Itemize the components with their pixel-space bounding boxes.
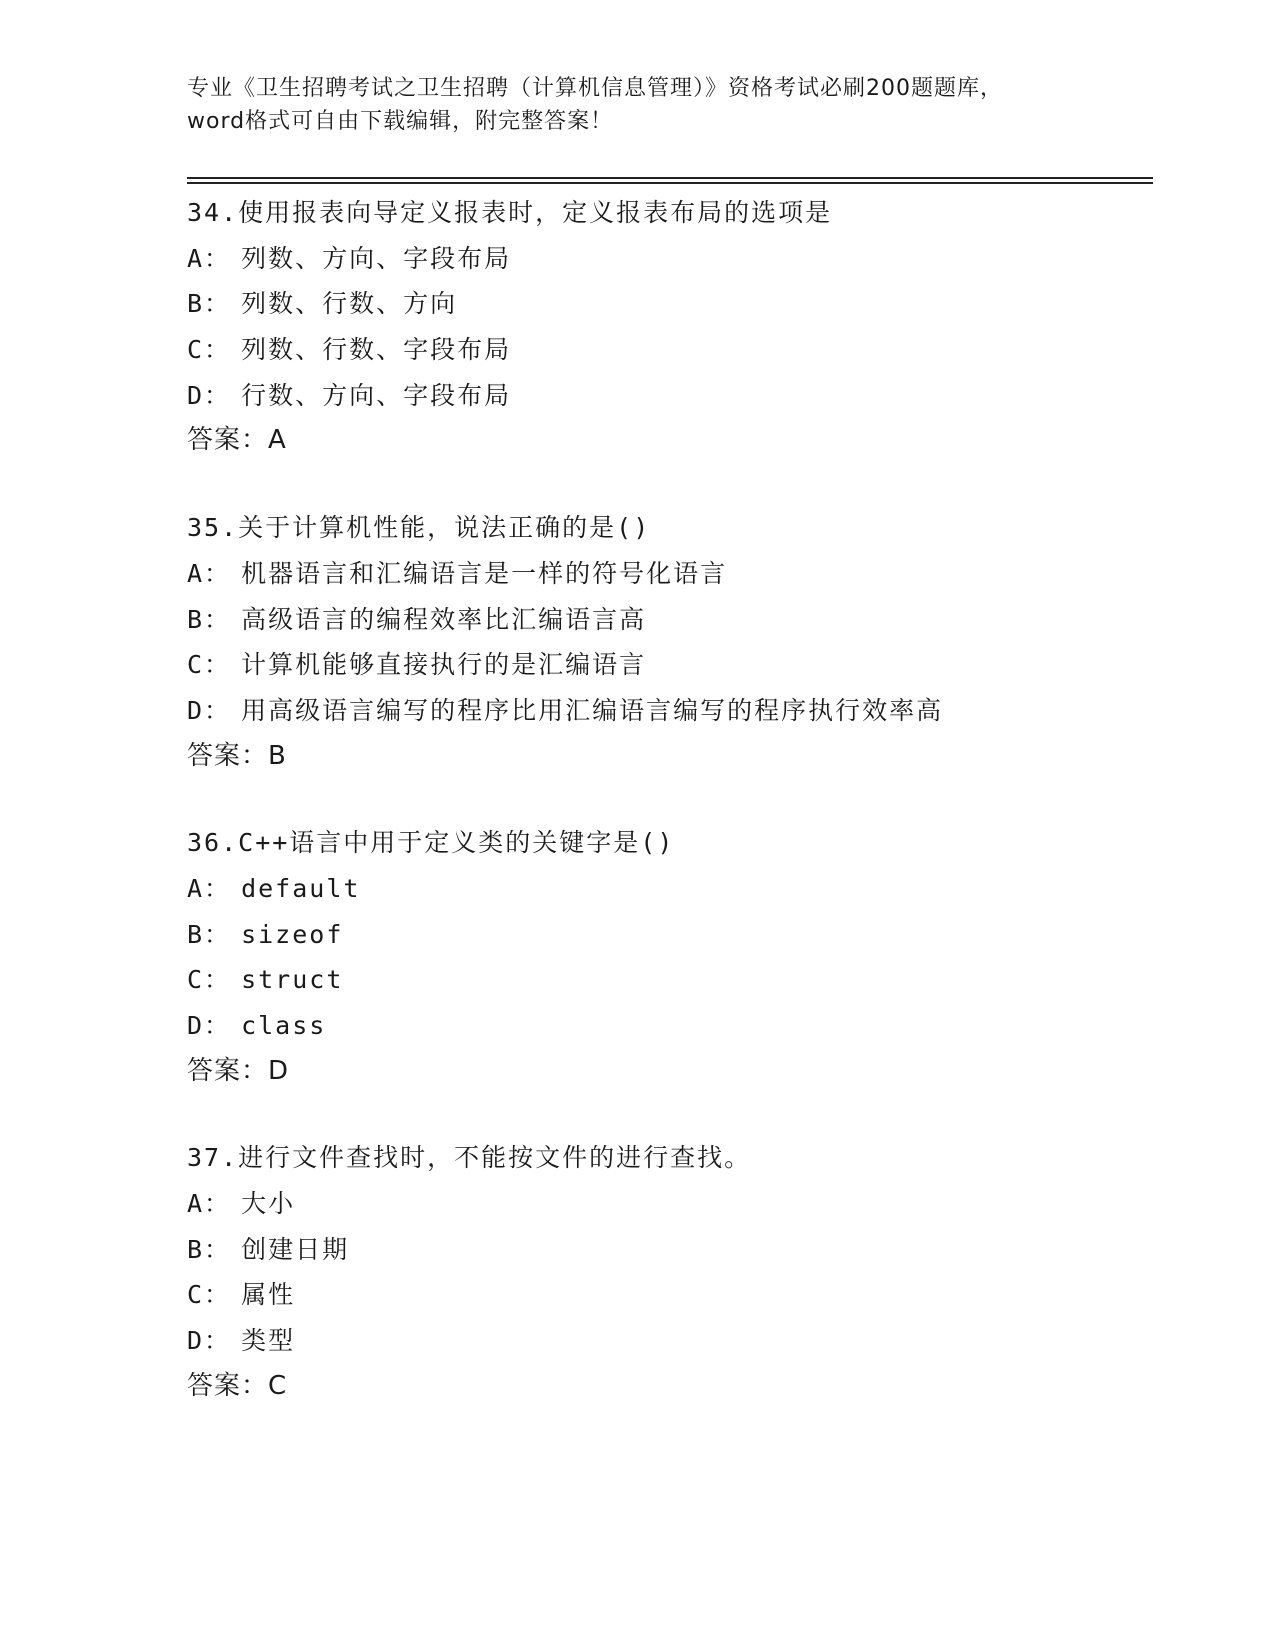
option-d <box>187 373 1187 419</box>
option-text: 机器语言和汇编语言是一样的符号化语言 <box>241 558 728 588</box>
question-34 <box>187 190 1187 464</box>
header-divider-top <box>187 177 1153 179</box>
option-b <box>187 281 1187 327</box>
option-a <box>187 866 1187 912</box>
option-label: B： <box>187 604 232 634</box>
option-a <box>187 551 1187 597</box>
option-c <box>187 1272 1187 1318</box>
option-c <box>187 642 1187 688</box>
option-text: 用高级语言编写的程序比用汇编语言编写的程序执行效率高 <box>241 695 944 725</box>
question-stem: 36.C++语言中用于定义类的关键字是() <box>187 828 675 858</box>
question-stem: 35.关于计算机性能，说法正确的是() <box>187 513 651 543</box>
answer-line: 答案：C <box>187 1370 288 1401</box>
option-d <box>187 1318 1187 1364</box>
option-label: B： <box>187 1234 232 1264</box>
option-text: 列数、行数、字段布局 <box>241 335 512 365</box>
question-stem: 37.进行文件查找时，不能按文件的进行查找。 <box>187 1143 752 1173</box>
option-label: B： <box>187 919 232 949</box>
document-header <box>187 72 1107 138</box>
option-text: default <box>241 873 361 903</box>
option-label: D： <box>187 1326 232 1356</box>
option-c <box>187 327 1187 373</box>
option-label: C： <box>187 1280 232 1310</box>
option-text: sizeof <box>241 919 344 949</box>
header-line-1: 专业《卫生招聘考试之卫生招聘（计算机信息管理）》资格考试必刷200题题库， <box>187 76 1003 101</box>
option-b <box>187 912 1187 958</box>
option-text: 大小 <box>241 1189 296 1219</box>
option-b <box>187 1227 1187 1273</box>
option-label: A： <box>187 243 232 273</box>
option-text: 类型 <box>241 1326 296 1356</box>
option-label: D： <box>187 380 232 410</box>
option-label: A： <box>187 558 232 588</box>
option-d <box>187 688 1187 734</box>
option-text: 创建日期 <box>241 1234 350 1264</box>
option-text: class <box>241 1011 327 1040</box>
answer-line: 答案：D <box>187 1055 290 1086</box>
option-label: A： <box>187 873 232 903</box>
option-label: C： <box>187 965 232 995</box>
option-label: A： <box>187 1189 232 1219</box>
option-d <box>187 1003 1187 1049</box>
option-text: 高级语言的编程效率比汇编语言高 <box>241 604 647 634</box>
option-label: C： <box>187 650 232 680</box>
option-text: struct <box>241 965 344 995</box>
option-text: 列数、方向、字段布局 <box>241 243 512 273</box>
option-text: 计算机能够直接执行的是汇编语言 <box>241 650 647 680</box>
question-list <box>187 190 1187 1451</box>
question-36 <box>187 820 1187 1094</box>
option-b <box>187 597 1187 643</box>
option-text: 属性 <box>241 1280 296 1310</box>
question-stem: 34.使用报表向导定义报表时，定义报表布局的选项是 <box>187 198 833 227</box>
option-text: 列数、行数、方向 <box>241 289 458 319</box>
question-35 <box>187 505 1187 779</box>
question-37 <box>187 1135 1187 1409</box>
option-a <box>187 236 1187 282</box>
answer-line: 答案：A <box>187 425 287 456</box>
answer-line: 答案：B <box>187 740 287 771</box>
option-label: D： <box>187 695 232 725</box>
option-label: D： <box>187 1011 232 1040</box>
header-divider-bottom <box>187 182 1153 184</box>
option-c <box>187 957 1187 1003</box>
header-line-2: word格式可自由下载编辑，附完整答案！ <box>187 109 614 134</box>
option-text: 行数、方向、字段布局 <box>241 380 512 410</box>
option-label: C： <box>187 335 232 365</box>
option-a <box>187 1181 1187 1227</box>
option-label: B： <box>187 289 232 319</box>
